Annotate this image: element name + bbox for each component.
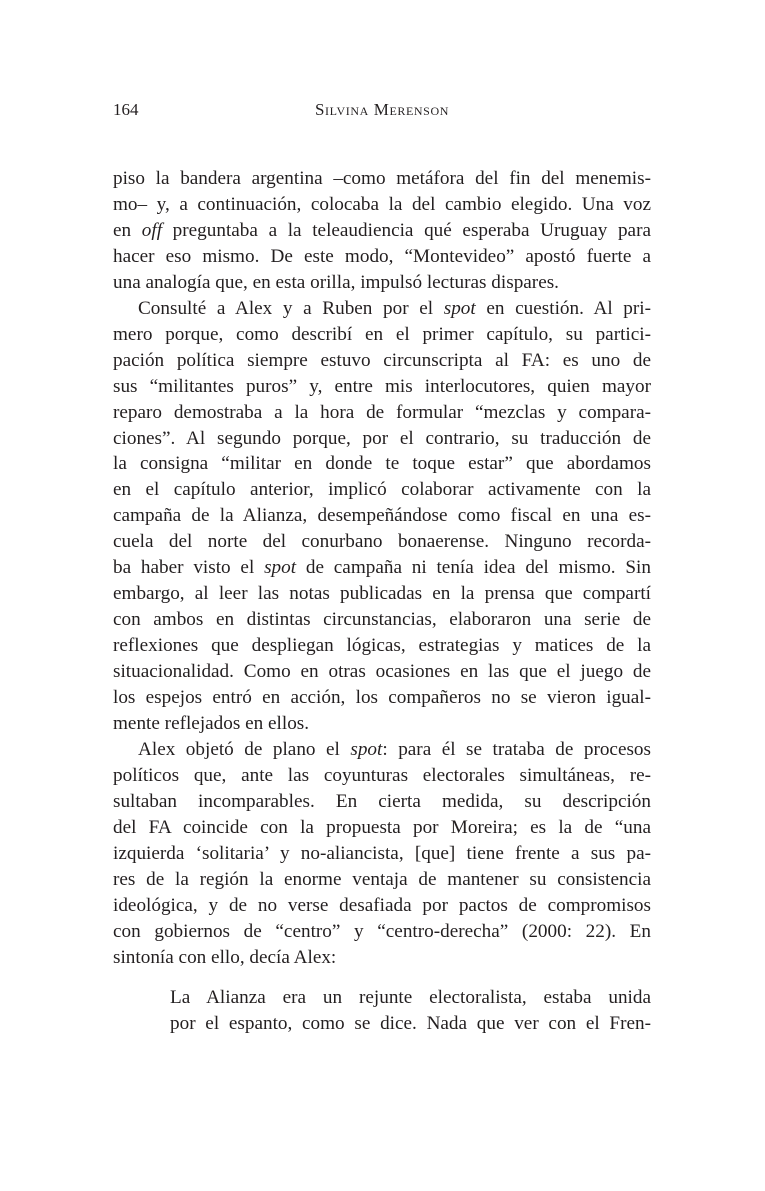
text-line: mero porque, como describí en el primer capítulo, su partici- bbox=[113, 323, 651, 345]
text-line: Consulté a Alex y a Ruben por el spot en cuestión. Al pri- bbox=[138, 297, 651, 319]
page-number: 164 bbox=[113, 100, 139, 119]
text-line: res de la región la enorme ventaja de mantener su consistencia bbox=[113, 868, 651, 890]
text-line: ideológica, y de no verse desafiada por pactos de compromisos bbox=[113, 894, 651, 916]
italic-term: spot bbox=[264, 557, 297, 579]
italic-term: spot bbox=[443, 297, 476, 319]
text-line: ciones”. Al segundo porque, por el contrario, su traducción de bbox=[113, 427, 651, 449]
text-line: sus “militantes puros” y, entre mis interlocutores, quien mayor bbox=[113, 375, 651, 397]
text-line: Alex objetó de plano el spot: para él se trataba de procesos bbox=[138, 738, 651, 760]
paragraph bbox=[113, 737, 651, 971]
text-line: reparo demostraba a la hora de formular “mezclas y compara- bbox=[113, 401, 651, 423]
running-author: Silvina Merenson bbox=[315, 100, 449, 119]
text-line: con ambos en distintas circunstancias, elaboraron una serie de bbox=[113, 609, 651, 631]
text-line: la consigna “militar en donde te toque estar” que abordamos bbox=[113, 453, 651, 475]
text-line: campaña de la Alianza, desempeñándose como fiscal en una es- bbox=[113, 505, 651, 527]
text-line: izquierda ‘solitaria’ y no-aliancista, [que] tiene frente a sus pa- bbox=[113, 842, 651, 864]
text-line: piso la bandera argentina –como metáfora del fin del menemis- bbox=[113, 168, 651, 189]
text-line: reflexiones que despliegan lógicas, estrategias y matices de la bbox=[113, 635, 651, 657]
text-line: del FA coincide con la propuesta por Moreira; es la de “una bbox=[113, 816, 651, 838]
text-line: en off preguntaba a la teleaudiencia qué esperaba Uruguay para bbox=[113, 219, 651, 241]
text-line: sintonía con ello, decía Alex: bbox=[113, 946, 337, 968]
text-line: La Alianza era un rejunte electoralista, estaba unida bbox=[170, 986, 651, 1008]
running-head bbox=[113, 100, 651, 122]
text-line: mente reflejados en ellos. bbox=[113, 713, 310, 735]
paragraph bbox=[113, 296, 651, 737]
text-line: sultaban incomparables. En cierta medida, su descripción bbox=[113, 790, 651, 812]
paragraphs bbox=[113, 166, 651, 971]
text-line: los espejos entró en acción, los compañeros no se vieron igual- bbox=[113, 687, 651, 709]
text-line: ba haber visto el spot de campaña ni tenía idea del mismo. Sin bbox=[113, 557, 651, 579]
text-line: cuela del norte del conurbano bonaerense. Ninguno recorda- bbox=[113, 531, 651, 553]
paragraph bbox=[113, 166, 651, 296]
text-line: pación política siempre estuvo circunscripta al FA: es uno de bbox=[113, 349, 651, 371]
text-line: hacer eso mismo. De este modo, “Montevideo” apostó fuerte a bbox=[113, 245, 651, 267]
text-line: mo– y, a continuación, colocaba la del cambio elegido. Una voz bbox=[113, 193, 651, 215]
body-text bbox=[113, 166, 651, 1036]
italic-term: spot bbox=[350, 738, 383, 760]
italic-term: off bbox=[141, 219, 163, 241]
block-quote bbox=[170, 985, 651, 1037]
text-line: una analogía que, en esta orilla, impulsó lecturas dispares. bbox=[113, 271, 559, 293]
text-line: en el capítulo anterior, implicó colaborar activamente con la bbox=[113, 479, 651, 501]
text-line: con gobiernos de “centro” y “centro-derecha” (2000: 22). En bbox=[113, 920, 651, 942]
text-line: embargo, al leer las notas publicadas en la prensa que compartí bbox=[113, 583, 651, 605]
text-line: situacionalidad. Como en otras ocasiones en las que el juego de bbox=[113, 661, 651, 683]
text-line: por el espanto, como se dice. Nada que ver con el Fren- bbox=[170, 1012, 651, 1034]
text-line: políticos que, ante las coyunturas electorales simultáneas, re- bbox=[113, 764, 651, 786]
